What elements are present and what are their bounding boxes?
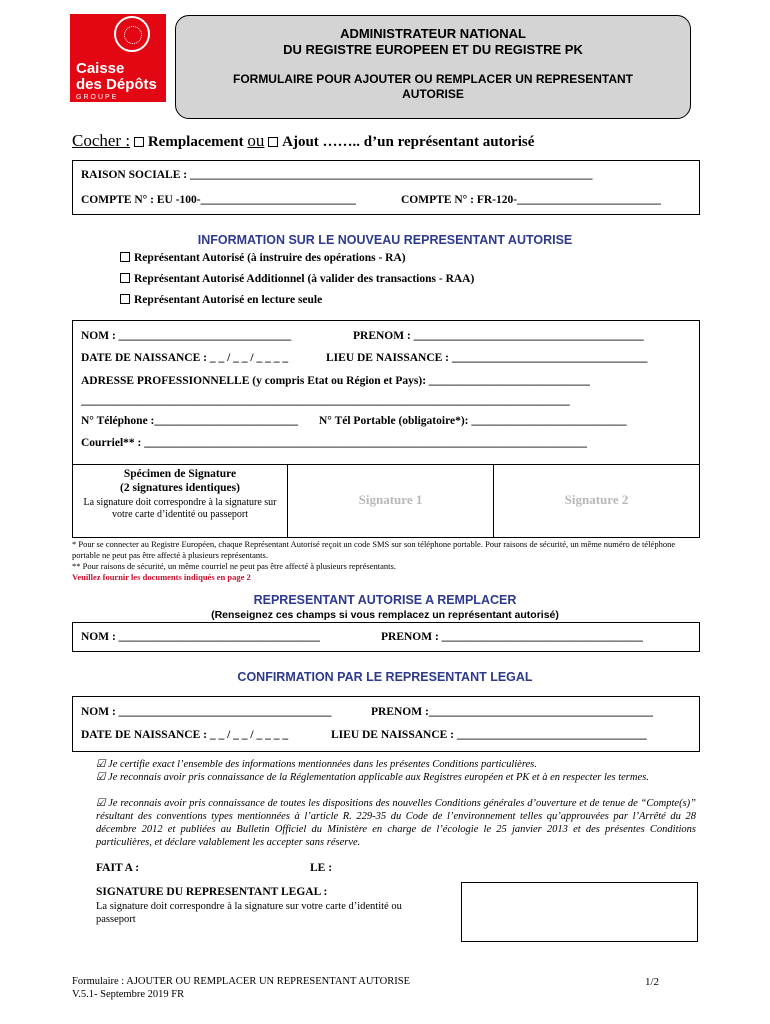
specimen-note: La signature doit correspondre à la signature sur votre carte d’identité ou passeport <box>83 497 277 520</box>
legal-nom-field[interactable]: NOM : _____________________________________ <box>81 706 332 718</box>
readonly-checkbox[interactable] <box>120 294 130 304</box>
legal-lieu-naissance-field[interactable]: LIEU DE NAISSANCE : _________________________________ <box>331 729 647 741</box>
footnote1: * Pour se connecter au Registre Européen, chaque Représentant Autorisé reçoit un code SMS sur son téléphone portable. Pour raisons de sécurité, un même numéro de téléphone portable ne peut pas être affecté à plusieurs représentants. <box>72 539 676 560</box>
courriel-field[interactable]: Courriel** : _____________________________________________________________________________ <box>81 437 587 449</box>
compte-fr-field[interactable]: COMPTE N° : FR-120-_________________________ <box>401 194 661 206</box>
company-box <box>72 160 700 215</box>
logo-line1: Caisse <box>76 60 125 77</box>
specimen-cell <box>73 467 287 521</box>
header-subtitle1: FORMULAIRE POUR AJOUTER OU REMPLACER UN REPRESENTANT <box>232 72 633 86</box>
ra-label: Représentant Autorisé (à instruire des opérations - RA) <box>134 252 406 264</box>
fait-a-field[interactable]: FAIT A : <box>96 862 140 874</box>
new-rep-title: INFORMATION SUR LE NOUVEAU REPRESENTANT AUTORISE <box>197 233 573 247</box>
ajout-label: Ajout …….. d’un représentant autorisé <box>282 134 535 150</box>
signature1-label: Signature 1 <box>358 492 423 507</box>
le-field[interactable]: LE : <box>310 862 333 874</box>
remplacement-checkbox[interactable] <box>134 137 144 147</box>
header-title1: ADMINISTRATEUR NATIONAL <box>340 26 526 41</box>
remplacement-label: Remplacement <box>147 134 244 150</box>
footer-form-name: Formulaire : AJOUTER OU REMPLACER UN REPRESENTANT AUTORISE <box>72 976 410 987</box>
caisse-des-depots-logo <box>70 14 166 102</box>
specimen-title2: (2 signatures identiques) <box>120 482 240 494</box>
raison-sociale-field[interactable]: RAISON SOCIALE : ______________________________________________________________________ <box>81 169 593 181</box>
header-box <box>175 15 691 119</box>
footnote3: Veuillez fournir les documents indiqués en page 2 <box>72 572 251 582</box>
logo-line3: GROUPE <box>76 94 119 101</box>
legal-box <box>72 696 700 752</box>
ra-checkbox[interactable] <box>120 252 130 262</box>
header-subtitle2: AUTORISE <box>402 87 464 101</box>
new-rep-box <box>72 320 700 538</box>
replace-prenom-field[interactable]: PRENOM : ___________________________________ <box>381 631 643 643</box>
footer-page: 1/2 <box>645 976 660 988</box>
raa-label: Représentant Autorisé Additionnel (à valider des transactions - RAA) <box>134 273 475 285</box>
specimen-title1: Spécimen de Signature <box>123 468 237 480</box>
portable-field[interactable]: N° Tél Portable (obligatoire*): ___________________________ <box>319 415 627 427</box>
or-label: ou <box>247 131 265 150</box>
footer-version: V.5.1- Septembre 2019 FR <box>72 989 185 1000</box>
readonly-label: Représentant Autorisé en lecture seule <box>134 294 323 306</box>
ajout-checkbox[interactable] <box>268 137 278 147</box>
cocher-label: Cocher : <box>72 131 131 150</box>
seal-icon <box>114 16 150 52</box>
certify-2[interactable]: ☑ Je reconnais avoir pris connaissance de la Réglementation applicable aux Registres européen et PK et à en respecter les termes. <box>96 772 649 783</box>
header-title2: DU REGISTRE EUROPEEN ET DU REGISTRE PK <box>283 42 583 57</box>
replace-nom-field[interactable]: NOM : ___________________________________ <box>81 631 320 643</box>
replace-title: REPRESENTANT AUTORISE A REMPLACER <box>253 593 517 607</box>
certify-1[interactable]: ☑ Je certifie exact l’ensemble des informations mentionnées dans les présentes Conditions particulières. <box>96 759 537 770</box>
replace-subtitle: (Renseignez ces champs si vous remplacez un représentant autorisé) <box>211 609 559 621</box>
cocher-line <box>72 131 534 151</box>
lieu-naissance-field[interactable]: LIEU DE NAISSANCE : __________________________________ <box>326 352 648 364</box>
telephone-field[interactable]: N° Téléphone :_________________________ <box>81 415 299 427</box>
legal-date-naissance-field[interactable]: DATE DE NAISSANCE : _ _ / _ _ / _ _ _ _ <box>81 729 289 741</box>
signature-title: SIGNATURE DU REPRESENTANT LEGAL : <box>96 886 328 898</box>
raa-checkbox[interactable] <box>120 273 130 283</box>
certify-3[interactable]: ☑ Je reconnais avoir pris connaissance de toutes les dispositions des nouvelles Conditions générales d’ouverture et de tenue de “Compte(s)” résultant des conventions types mentionnées à l’article R. 229-35 du Code de l’environnement telles qu’approuvées par l’Arrêté du 28 décembre 2012 et publiées au Bulletin Officiel du Ministère en charge de l’écologie le 25 janvier 2013 et des présentes Conditions particulières, et déclare valablement les accepter sans réserve. <box>96 798 696 848</box>
rep-option-raa[interactable] <box>120 273 474 285</box>
rep-option-ra[interactable] <box>120 252 406 264</box>
compte-eu-field[interactable]: COMPTE N° : EU -100-___________________________ <box>81 194 356 206</box>
rep-option-readonly[interactable] <box>120 294 322 306</box>
legal-signature-box[interactable] <box>461 882 698 942</box>
nom-field[interactable]: NOM : ______________________________ <box>81 330 292 342</box>
footnote2: ** Pour raisons de sécurité, un même courriel ne peut pas être affecté à plusieurs représentants. <box>72 561 396 571</box>
adresse-line2[interactable]: _____________________________________________________________________________________ <box>81 395 570 407</box>
signature2-label: Signature 2 <box>564 492 629 507</box>
date-naissance-field[interactable]: DATE DE NAISSANCE : _ _ / _ _ / _ _ _ _ <box>81 352 289 364</box>
legal-title: CONFIRMATION PAR LE REPRESENTANT LEGAL <box>237 670 533 684</box>
signature2-cell[interactable] <box>493 464 699 538</box>
signature1-cell[interactable] <box>287 464 493 538</box>
replace-box <box>72 622 700 652</box>
legal-prenom-field[interactable]: PRENOM :_______________________________________ <box>371 706 654 718</box>
adresse-field[interactable]: ADRESSE PROFESSIONNELLE (y compris Etat ou Région et Pays): ____________________________ <box>81 375 590 387</box>
logo-line2: des Dépôts <box>76 76 157 93</box>
prenom-field[interactable]: PRENOM : ________________________________________ <box>353 330 644 342</box>
signature-note: La signature doit correspondre à la signature sur votre carte d’identité ou passeport <box>96 901 402 925</box>
